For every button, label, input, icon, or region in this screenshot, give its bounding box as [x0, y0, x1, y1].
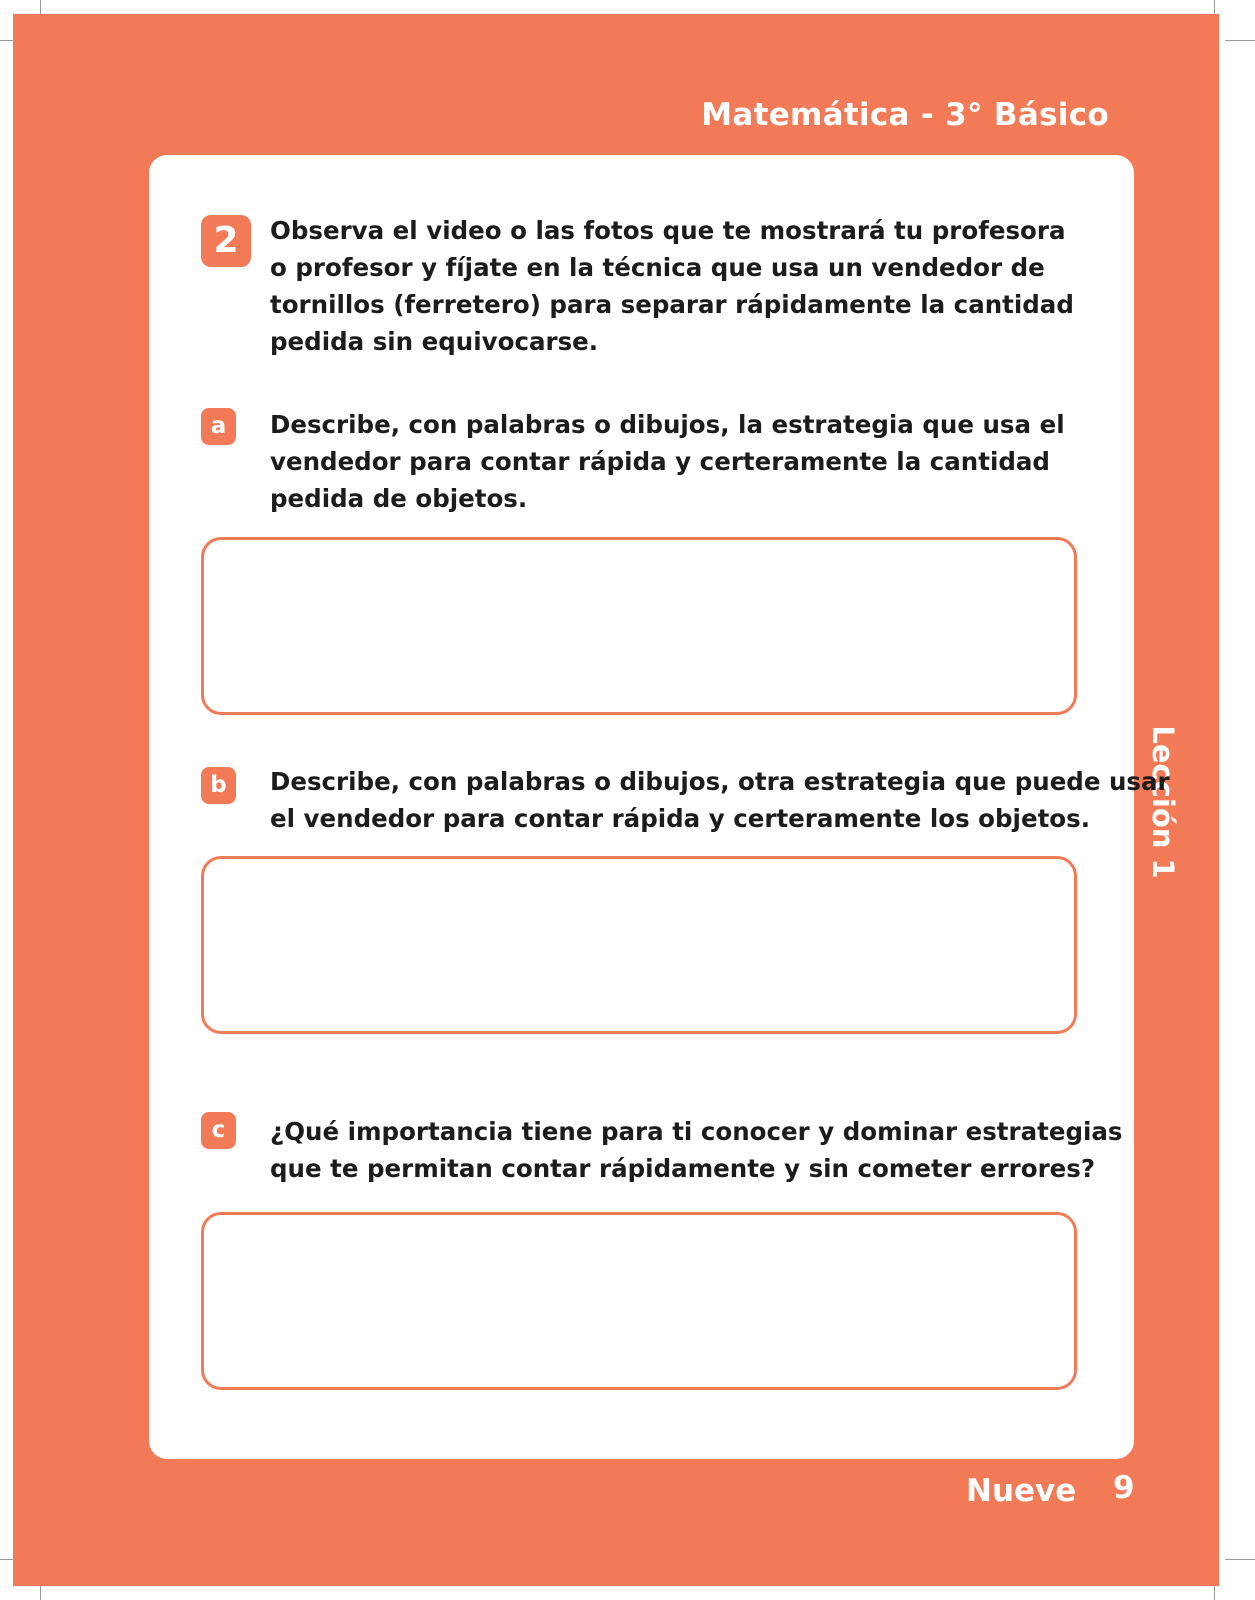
item-c-prompt: [270, 1113, 1123, 1187]
answer-box-c[interactable]: [201, 1212, 1077, 1390]
activity-number-badge: 2: [201, 215, 251, 267]
page-header-title: Matemática - 3° Básico: [701, 97, 1109, 133]
activity-instruction: [270, 212, 1074, 360]
instruction-line: tornillos (ferretero) para separar rápidamente la cantidad: [270, 290, 1074, 319]
page-number: 9: [1113, 1470, 1135, 1506]
prompt-line: el vendedor para contar rápida y certeramente los objetos.: [270, 804, 1090, 833]
lesson-side-tab-label: Lección 1: [1146, 725, 1180, 879]
item-letter-badge-c: c: [201, 1112, 236, 1149]
instruction-line: pedida sin equivocarse.: [270, 327, 599, 356]
instruction-line: o profesor y fíjate en la técnica que usa un vendedor de: [270, 253, 1045, 282]
prompt-line: que te permitan contar rápidamente y sin cometer errores?: [270, 1154, 1096, 1183]
prompt-line: Describe, con palabras o dibujos, la estrategia que usa el: [270, 410, 1065, 439]
page-number-word: Nueve: [966, 1473, 1077, 1509]
prompt-line: ¿Qué importancia tiene para ti conocer y dominar estrategias: [270, 1117, 1123, 1146]
instruction-line: Observa el video o las fotos que te mostrará tu profesora: [270, 216, 1066, 245]
crop-mark: [1225, 40, 1255, 41]
answer-box-a[interactable]: [201, 537, 1077, 715]
item-letter-badge-b: b: [201, 767, 236, 804]
item-letter-badge-a: a: [201, 408, 236, 445]
prompt-line: Describe, con palabras o dibujos, otra estrategia que puede usar: [270, 767, 1170, 796]
prompt-line: pedida de objetos.: [270, 484, 528, 513]
item-a-prompt: [270, 406, 1065, 517]
prompt-line: vendedor para contar rápida y certeramente la cantidad: [270, 447, 1050, 476]
answer-box-b[interactable]: [201, 856, 1077, 1034]
item-b-prompt: [270, 763, 1170, 837]
crop-mark: [1225, 1559, 1255, 1560]
